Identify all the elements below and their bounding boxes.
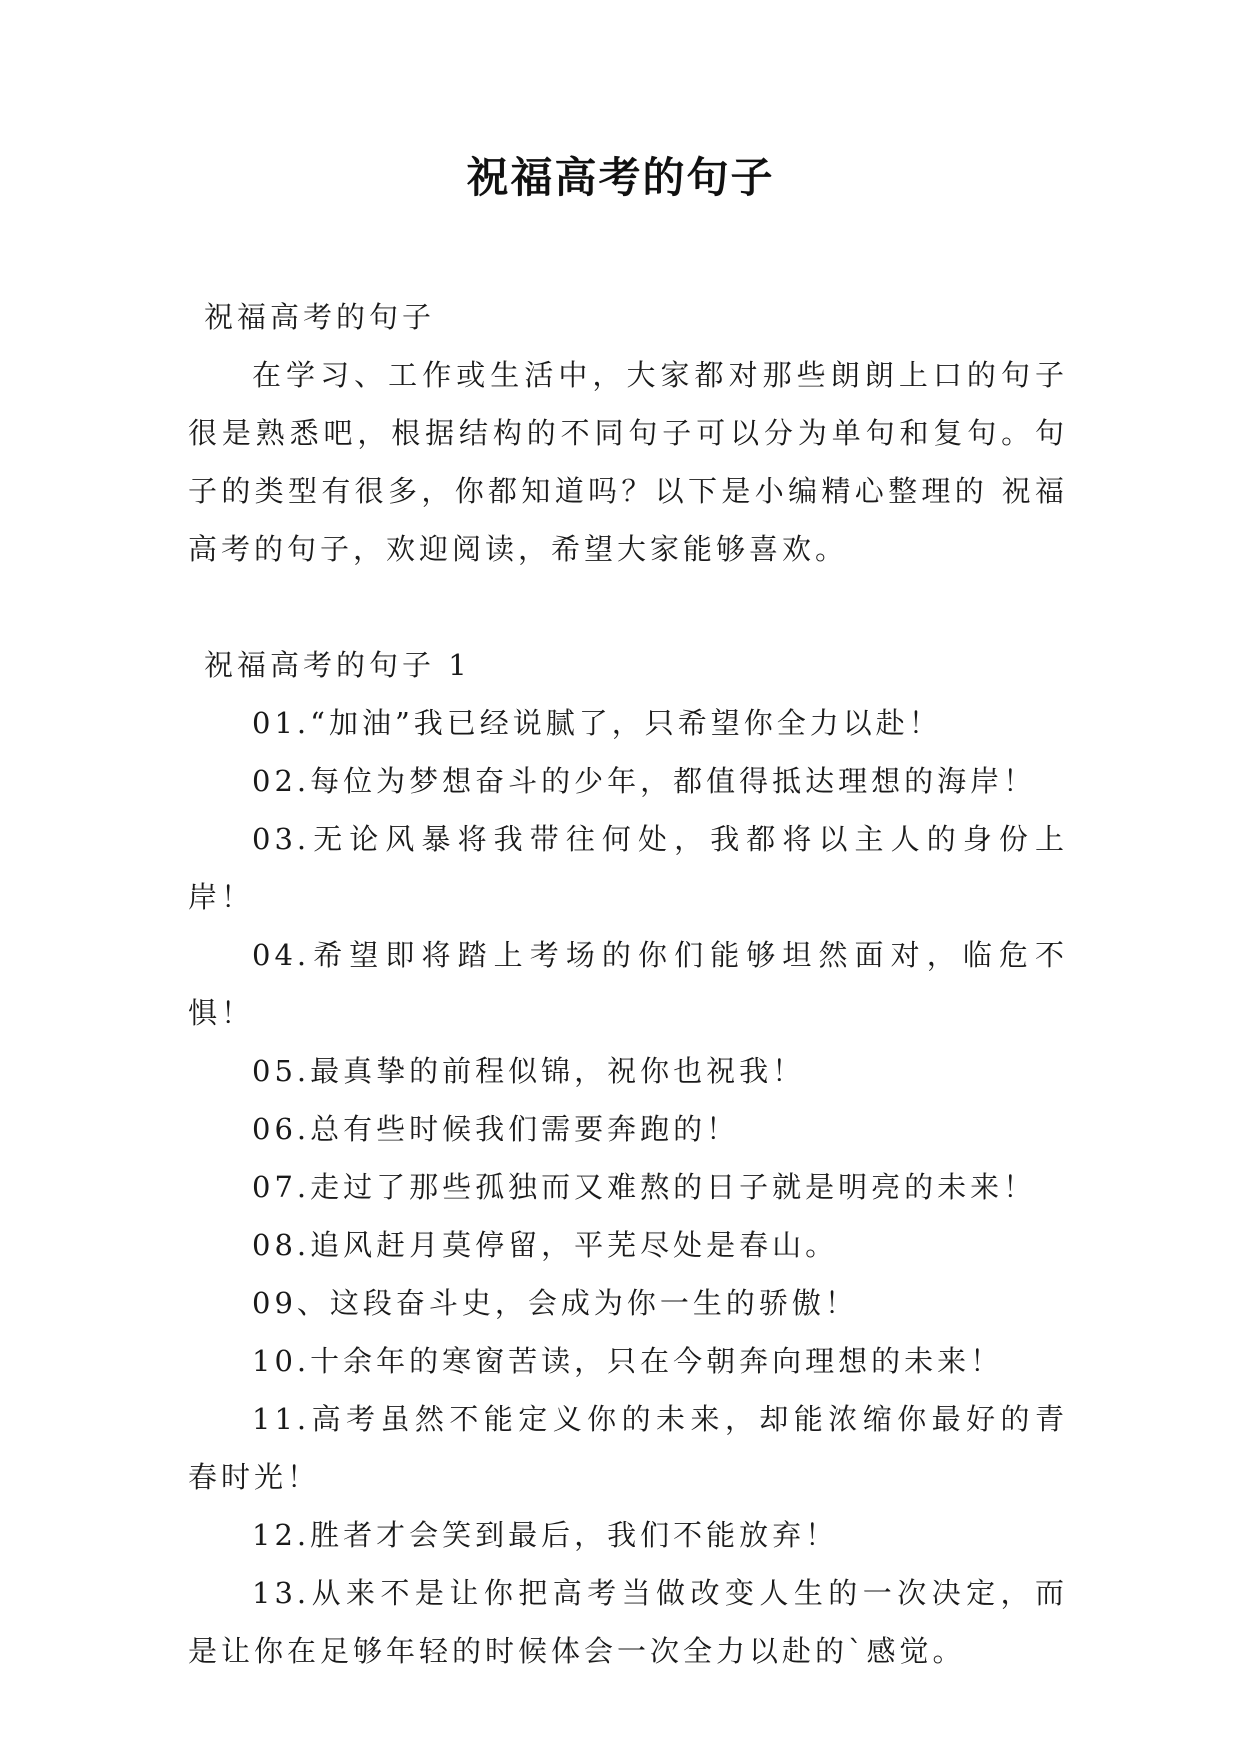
list-item: 04.希望即将踏上考场的你们能够坦然面对，临危不惧！ <box>188 938 1068 1030</box>
list-item: 12.胜者才会笑到最后，我们不能放弃！ <box>252 1518 839 1552</box>
list-item: 07.走过了那些孤独而又难熬的日子就是明亮的未来！ <box>252 1170 1037 1204</box>
list-item: 06.总有些时候我们需要奔跑的！ <box>252 1112 740 1146</box>
section-spacer <box>188 578 1068 636</box>
list-item: 02.每位为梦想奋斗的少年，都值得抵达理想的海岸！ <box>252 764 1037 798</box>
list-item: 01.“加油”我已经说腻了，只希望你全力以赴！ <box>252 706 942 740</box>
document-body <box>188 288 1068 1680</box>
list-item: 10.十余年的寒窗苦读，只在今朝奔向理想的未来！ <box>252 1344 1004 1378</box>
list-item: 09、这段奋斗史，会成为你一生的骄傲！ <box>252 1286 858 1320</box>
section-heading: 祝福高考的句子 1 <box>204 648 471 682</box>
list-item: 11.高考虽然不能定义你的未来，却能浓缩你最好的青春时光！ <box>188 1402 1068 1494</box>
list-item: 05.最真挚的前程似锦，祝你也祝我！ <box>252 1054 806 1088</box>
list-item: 03.无论风暴将我带往何处，我都将以主人的身份上岸！ <box>188 822 1068 914</box>
list-item: 08.追风赶月莫停留，平芜尽处是春山。 <box>252 1228 839 1262</box>
document-title: 祝福高考的句子 <box>466 153 775 202</box>
intro-heading: 祝福高考的句子 <box>204 300 436 334</box>
intro-paragraph: 在学习、工作或生活中，大家都对那些朗朗上口的句子很是熟悉吧，根据结构的不同句子可以分为单句和复句。句子的类型有很多，你都知道吗？以下是小编精心整理的 祝福高考的句子，欢迎阅读，希望大家能够喜欢。 <box>188 358 1068 566</box>
list-item: 13.从来不是让你把高考当做改变人生的一次决定，而是让你在足够年轻的时候体会一次全力以赴的`感觉。 <box>188 1576 1068 1668</box>
